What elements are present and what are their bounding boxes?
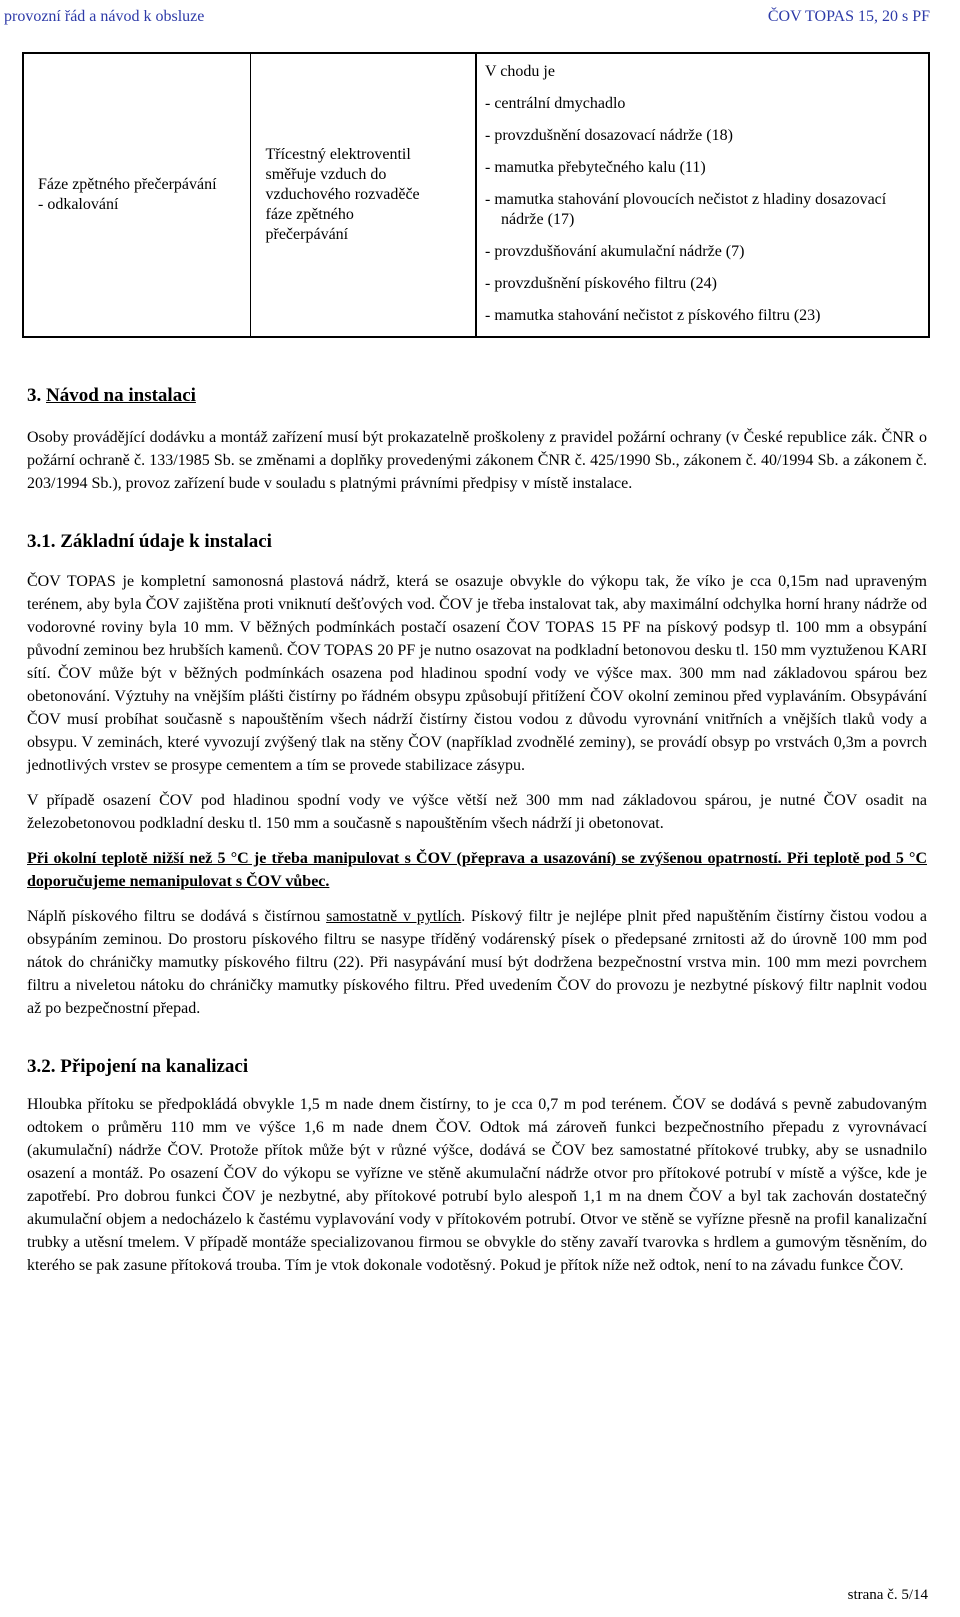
list-item: - mamutka stahování plovoucích nečistot z hladiny dosazovací nádrže (17) (485, 191, 887, 228)
valve-line: směřuje vzduch do (265, 166, 387, 183)
sand-filter-text-b: . Pískový filtr je nejlépe plnit před napuštěním čistírny čistou vodou a obsypáním zeminou. Do prostoru pískového filtru se nasype tříděný vodárenský písek o předepsané zrnitosti až do úrovně 100 mm pod nátok do chráničky mamutky pískového filtru (22). Při nasypávání musí být dodržena bezpečnostní vrstva min. 100 mm mezi povrchem filtru a niveletou nátoku do chráničky mamutky pískového filtru. Před uvedením ČOV do provozu je nezbytné pískový filtr naplnit vodou až po bezpečnostní přepad. (27, 908, 927, 1017)
section-3-paragraph: Osoby provádějící dodávku a montáž zařízení musí být prokazatelně proškoleny z pravidel požární ochrany (v České republice zák. ČNR o požární ochraně č. 133/1985 Sb. se změnami a doplňky provedenými zákonem ČNR č. 425/1990 Sb., zákonem č. 40/1994 Sb. a zákonem č. 203/1994 Sb.), provoz zařízení bude v souladu s platnými právními předpisy v místě instalace. (27, 429, 927, 492)
section-3-1-paragraph-2: V případě osazení ČOV pod hladinou spodní vody ve výšce větší než 300 mm nad základovou spárou, je nutné ČOV osadit na železobetonovou podkladní desku tl. 150 mm a současně s napouštěním všech nádrží ji obetonovat. (27, 792, 927, 832)
section-3-2-paragraph: Hloubka přítoku se předpokládá obvykle 1,5 m nade dnem čistírny, to je cca 0,7 m pod terénem. ČOV se dodává s pevně zabudovaným odtokem o průměru 110 mm ve výšce 1,6 m nade dnem ČOV. Odtok má zároveň funkci bezpečnostního přepadu z vyrovnávací (akumulační) nádrže ČOV. Protože přítok může být v různé výšce, dodává se ČOV bez samostatné přítokové trubky, aby se usnadnilo osazení a montáž. Po osazení ČOV do výkopu se vyřízne ve stěně akumulační nádrže otvor pro přítokové potrubí v místě a výšce, kde je zapotřebí. Pro dobrou funkci ČOV je nezbytné, aby přítokové potrubí bylo alespoň 1,1 m na dnem ČOV a byl tak zachován dostatečný akumulační objem a nedocházelo k častému vyplavování vody v přítokovém potrubí. Otvor ve stěně se vyřízne přesně na profil kanalizační trubky a utěsní tmelem. V případě montáže specializovanou firmou se obvykle do stěny zavaří tvarovka s hrdlem a gumovým těsněním, do kterého se pak zasune přítoková trouba. Tím je vtok dokonale vodotěsný. Pokud je přítok níže než odtok, není to na závadu funkce ČOV. (27, 1096, 927, 1274)
section-3-heading (27, 384, 927, 408)
phase-subname: - odkalování (38, 196, 119, 213)
valve-cell (250, 53, 476, 337)
list-item: - mamutka stahování nečistot z pískového filtru (23) (485, 307, 821, 324)
running-cell (476, 53, 929, 337)
page-number: strana č. 5/14 (847, 1587, 928, 1603)
section-3-2-heading: 3.2. Připojení na kanalizaci (27, 1056, 249, 1077)
page-header (4, 8, 956, 32)
temperature-warning: Při okolní teplotě nižší než 5 °C je třeba manipulovat s ČOV (přeprava a usazování) se zvýšenou opatrností. Při teplotě pod 5 °C doporučujeme nemanipulovat s ČOV vůbec. (27, 850, 927, 890)
running-title: V chodu je (485, 63, 555, 80)
sand-filter-text-a: Náplň pískového filtru se dodává s čistírnou (27, 908, 327, 925)
list-item: - centrální dmychadlo (485, 95, 626, 112)
section-3-1-paragraph-4 (27, 905, 927, 1020)
valve-line: vzduchového rozvaděče (265, 186, 420, 203)
section-3-title: Návod na instalaci (46, 385, 196, 406)
header-right: ČOV TOPAS 15, 20 s PF (767, 8, 930, 25)
sand-filter-underlined: samostatně v pytlích (326, 908, 462, 925)
list-item: - provzdušňování akumulační nádrže (7) (485, 243, 745, 260)
phase-name: Fáze zpětného přečerpávání (38, 176, 217, 193)
page-content (27, 384, 927, 1277)
header-left: provozní řád a návod k obsluze (4, 8, 205, 25)
section-3-1-heading: 3.1. Základní údaje k instalaci (27, 531, 272, 552)
section-3-1-paragraph-1: ČOV TOPAS je kompletní samonosná plastová nádrž, která se osazuje obvykle do výkopu tak, že víko je cca 0,15m nad upraveným terénem, aby byla ČOV zajištěna proti vniknutí dešťových vod. ČOV je třeba instalovat tak, aby maximální odchylka horní hrany nádrže od vodorovné roviny byla 10 mm. V běžných podmínkách postačí osazení ČOV TOPAS 15 PF na pískový podsyp tl. 100 mm a obsypání původní zeminou bez hrubších kamenů. ČOV TOPAS 20 PF je nutno osazovat na podkladní betonovou desku tl. 150 mm vyztuženou KARI sítí. ČOV může být v běžných podmínkách osazena pod hladinou spodní vody ve výšce max. 300 mm nad základovou spárou bez obetonování. Výztuhy na vnějším plášti čistírny po řádném obsypu způsobují přitížení ČOV okolní zeminou před vyplaváním. Obsypávání ČOV musí probíhat současně s napouštěním všech nádrží čistírny čistou vodou z důvodu vyrovnání vnitřních a vnějších tlaků vody a obsypu. V zeminách, které vyvozují zvýšený tlak na stěny ČOV (například zvodnělé zeminy), se provádí obsyp po vrstvách 0,3m a povrch jednotlivých vrstev se prosype cementem a tím se provede stabilizace zásypu. (27, 573, 927, 774)
list-item: - provzdušnění pískového filtru (24) (485, 275, 717, 292)
phase-table (22, 52, 930, 338)
valve-line: Třícestný elektroventil (265, 146, 411, 163)
list-item: - provzdušnění dosazovací nádrže (18) (485, 127, 733, 144)
valve-line: fáze zpětného (265, 206, 354, 223)
table-row (23, 53, 929, 337)
list-item: - mamutka přebytečného kalu (11) (485, 159, 706, 176)
valve-line: přečerpávání (265, 226, 349, 243)
section-3-number: 3. (27, 385, 42, 406)
phase-cell (23, 53, 250, 337)
